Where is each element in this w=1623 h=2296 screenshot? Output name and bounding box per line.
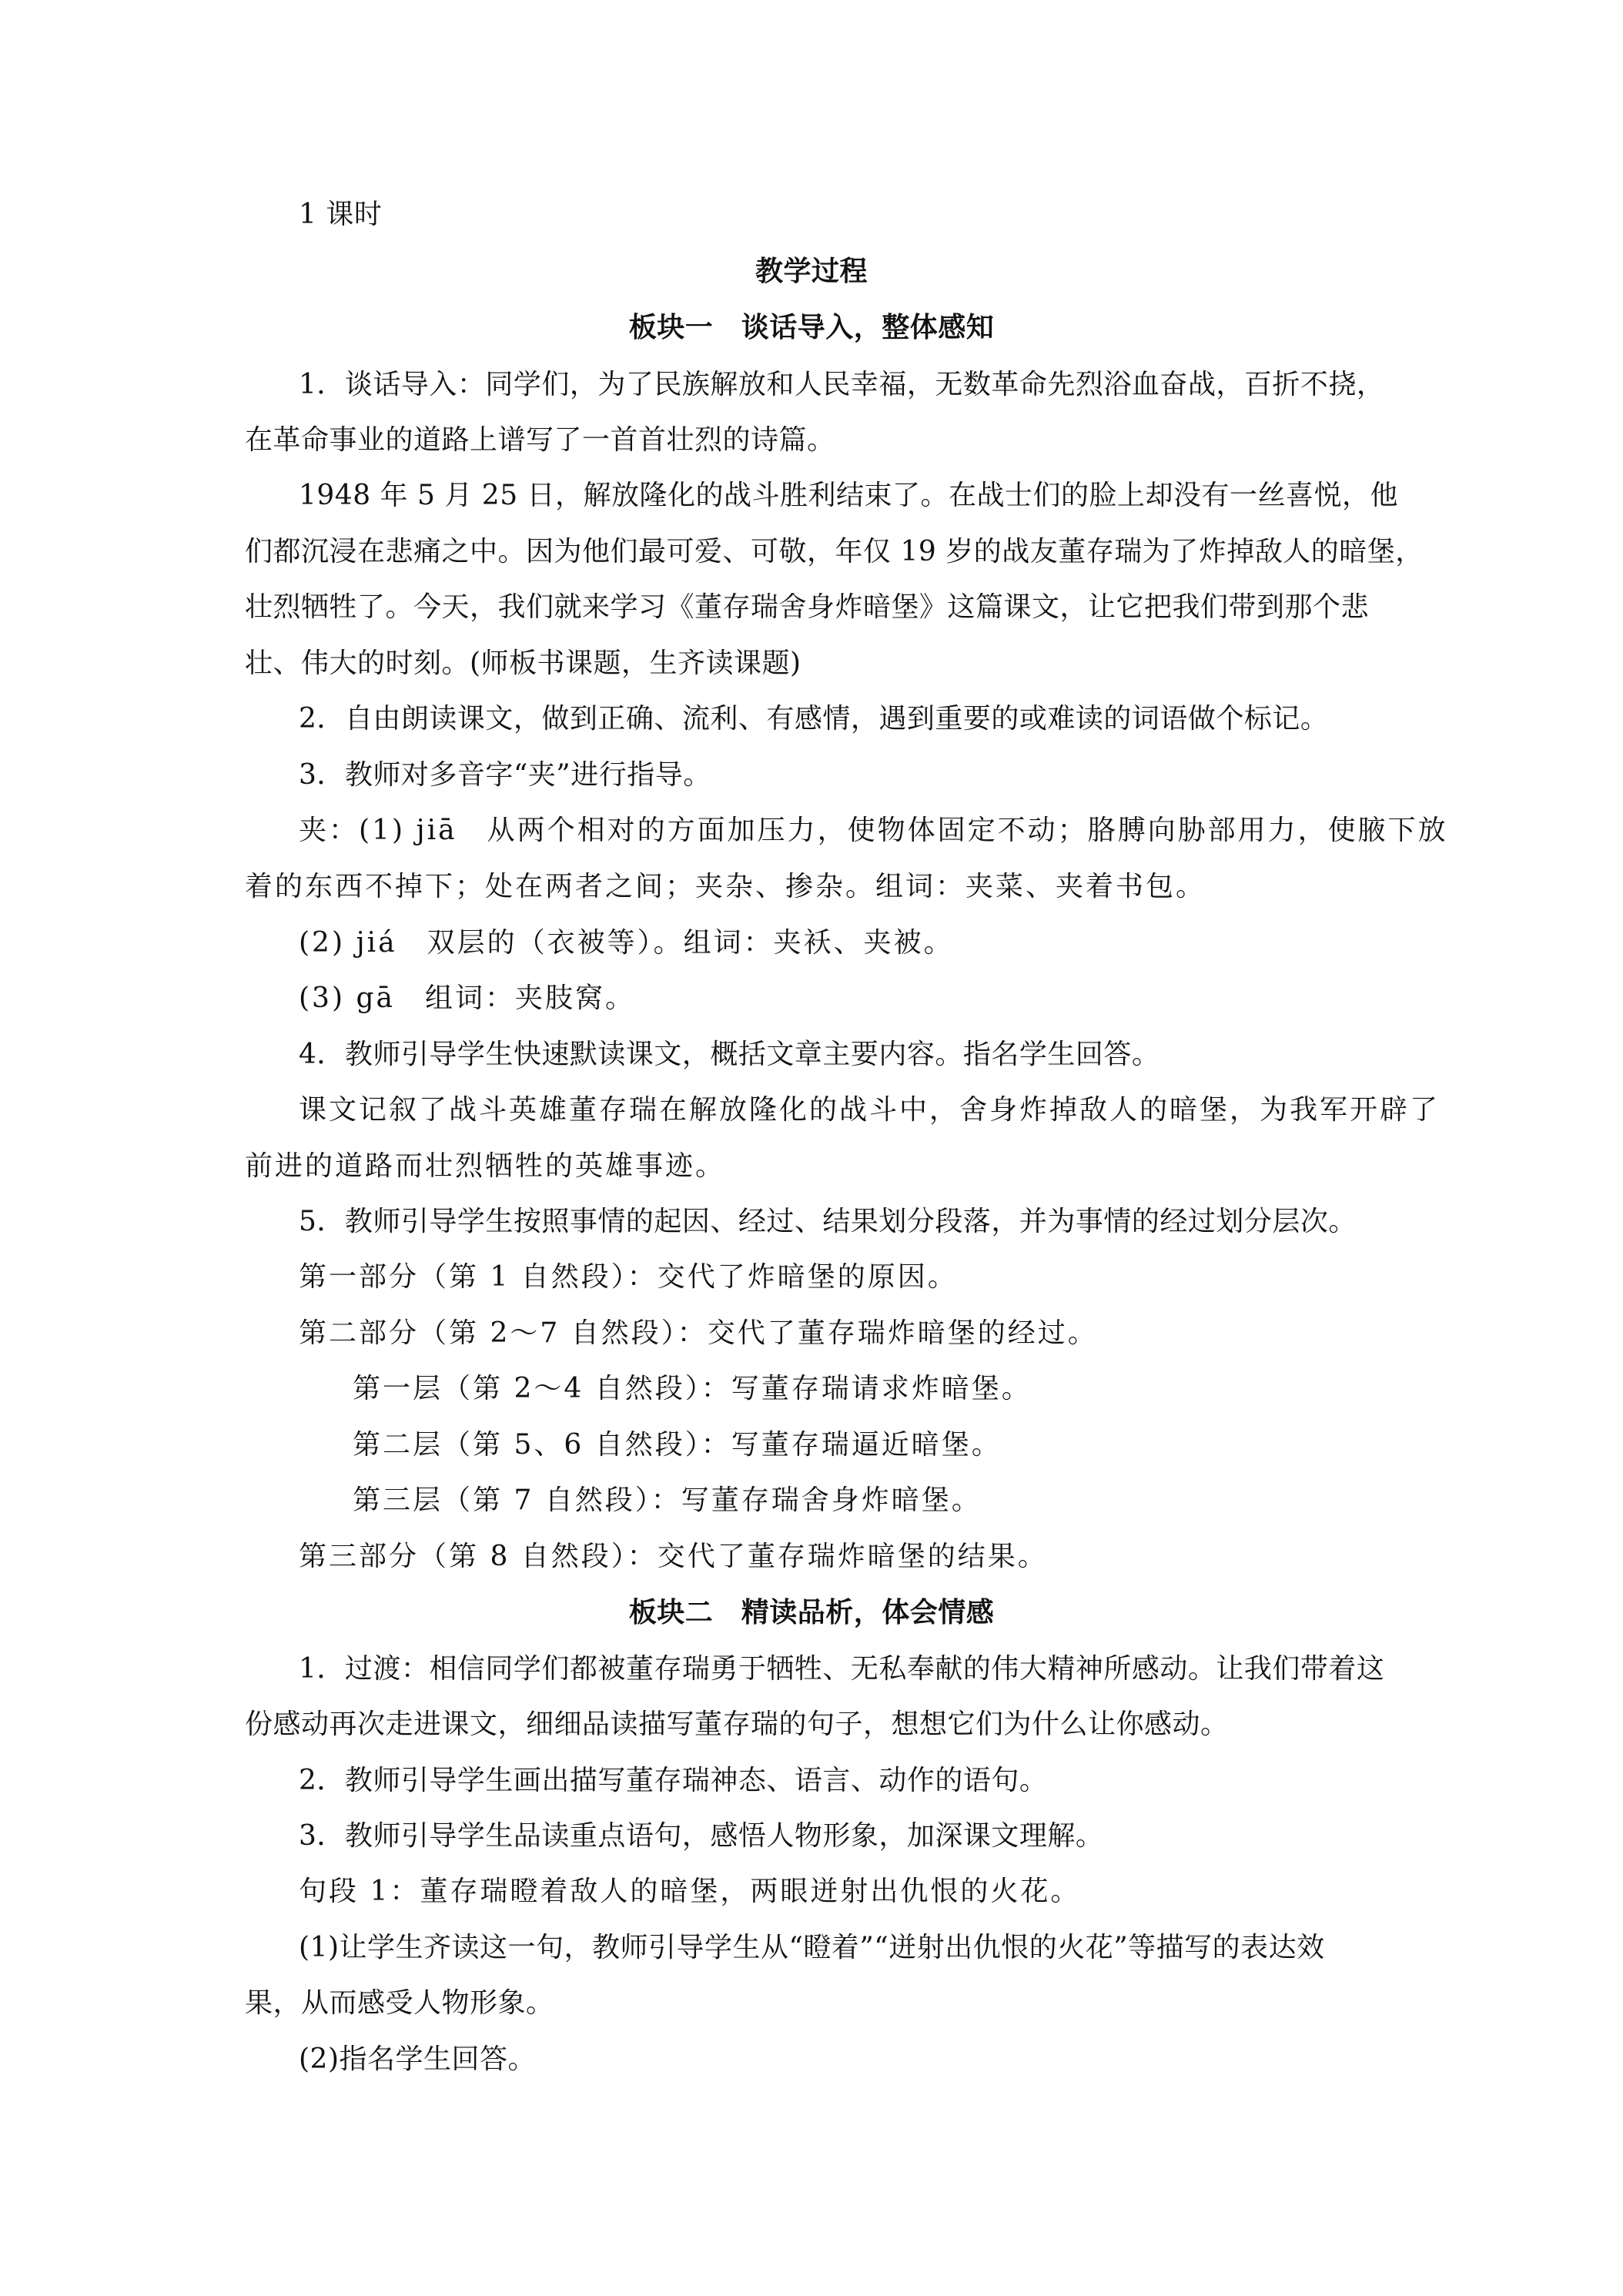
summary-line1: 课文记叙了战斗英雄董存瑞在解放隆化的战斗中，舍身炸掉敌人的暗堡，为我军开辟了: [299, 1094, 1441, 1126]
layer1: 第一层（第 2～4 自然段）：写董存瑞请求炸暗堡。: [353, 1373, 1032, 1404]
s1-para-line1: 1948 年 5 月 25 日，解放隆化的战斗胜利结束了。在战士们的脸上却没有一丝喜悦，他: [299, 480, 1399, 511]
s1-item5: 5．教师引导学生按照事情的起因、经过、结果划分段落，并为事情的经过划分层次。: [299, 1206, 1357, 1237]
jia-line1: 夹：(1) jiā 从两个相对的方面加压力，使物体固定不动；胳膊向胁部用力，使腋下放: [299, 815, 1448, 846]
s1-item1-line2: 在革命事业的道路上谱写了一首首壮烈的诗篇。: [245, 424, 835, 456]
s2-item2: 2．教师引导学生画出描写董存瑞神态、语言、动作的语句。: [299, 1765, 1048, 1796]
s1-item4: 4．教师引导学生快速默读课文，概括文章主要内容。指名学生回答。: [299, 1039, 1160, 1070]
s1-item1-line1: 1．谈话导入：同学们，为了民族解放和人民幸福，无数革命先烈浴血奋战，百折不挠，: [299, 369, 1385, 400]
process-title: 教学过程: [755, 256, 868, 287]
s1-para-line4: 壮、伟大的时刻。(师板书课题，生齐读课题): [245, 648, 801, 679]
sub1-line1: (1)让学生齐读这一句，教师引导学生从“瞪着”“迸射出仇恨的火花”等描写的表达效: [299, 1932, 1325, 1963]
sub1-line2: 果，从而感受人物形象。: [245, 1987, 554, 2019]
part1: 第一部分（第 1 自然段）：交代了炸暗堡的原因。: [299, 1261, 958, 1293]
s1-para-line3: 壮烈牺牲了。今天，我们就来学习《董存瑞舍身炸暗堡》这篇课文，让它把我们带到那个悲: [245, 591, 1370, 623]
lesson-time: 1 课时: [299, 199, 383, 230]
sub2: (2)指名学生回答。: [299, 2043, 536, 2075]
layer3: 第三层（第 7 自然段）：写董存瑞舍身炸暗堡。: [353, 1484, 982, 1516]
sentence1: 句段 1：董存瑞瞪着敌人的暗堡，两眼迸射出仇恨的火花。: [299, 1876, 1081, 1907]
jia-line3: (2) jiá 双层的（衣被等）。组词：夹袄、夹被。: [299, 927, 954, 959]
part3: 第三部分（第 8 自然段）：交代了董存瑞炸暗堡的结果。: [299, 1541, 1048, 1572]
section2-title: 板块二 精读品析，体会情感: [628, 1597, 995, 1628]
jia-line2: 着的东西不掉下；处在两者之间；夹杂、掺杂。组词：夹菜、夹着书包。: [245, 871, 1206, 902]
section1-title: 板块一 谈话导入，整体感知: [628, 312, 995, 343]
s1-item2: 2．自由朗读课文，做到正确、流利、有感情，遇到重要的或难读的词语做个标记。: [299, 703, 1329, 735]
jia-line4: (3) gā 组词：夹肢窝。: [299, 982, 635, 1014]
layer2: 第二层（第 5、6 自然段）：写董存瑞逼近暗堡。: [353, 1429, 1002, 1461]
s1-para-line2: 们都沉浸在悲痛之中。因为他们最可爱、可敬，年仅 19 岁的战友董存瑞为了炸掉敌人的暗堡，: [245, 536, 1424, 567]
s2-item1-line2: 份感动再次走进课文，细细品读描写董存瑞的句子，想想它们为什么让你感动。: [245, 1709, 1229, 1740]
s1-item3: 3．教师对多音字“夹”进行指导。: [299, 759, 711, 791]
part2: 第二部分（第 2～7 自然段）：交代了董存瑞炸暗堡的经过。: [299, 1317, 1098, 1349]
s2-item3: 3．教师引导学生品读重点语句，感悟人物形象，加深课文理解。: [299, 1820, 1104, 1852]
summary-line2: 前进的道路而壮烈牺牲的英雄事迹。: [245, 1150, 726, 1182]
s2-item1-line1: 1．过渡：相信同学们都被董存瑞勇于牺牲、无私奉献的伟大精神所感动。让我们带着这: [299, 1653, 1385, 1685]
